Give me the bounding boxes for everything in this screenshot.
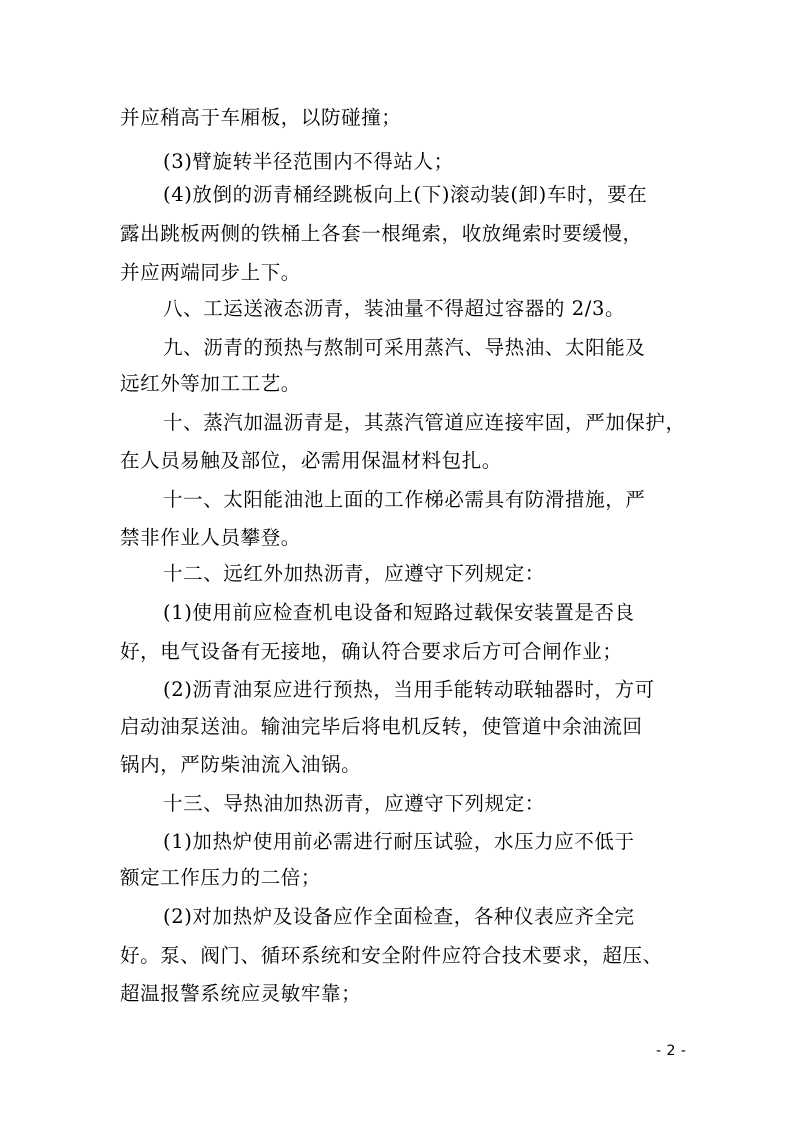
text-line-6: 八、工运送液态沥青，装油量不得超过容器的 2/3。 xyxy=(163,297,626,320)
text-line-7: 九、沥青的预热与熬制可采用蒸汽、导热油、太阳能及 xyxy=(163,336,646,359)
page-number: - 2 - xyxy=(656,1043,687,1059)
text-line-16: (2)沥青油泵应进行预热，当用手能转动联轴器时，方可 xyxy=(163,678,655,701)
text-line-22: (2)对加热炉及设备应作全面检查，各种仪表应齐全完 xyxy=(163,905,635,928)
text-line-21: 额定工作压力的二倍； xyxy=(120,866,322,889)
text-line-18: 锅内，严防柴油流入油锅。 xyxy=(120,753,362,776)
text-line-1: 并应稍高于车厢板，以防碰撞； xyxy=(120,106,402,129)
text-line-12: 禁非作业人员攀登。 xyxy=(120,526,301,549)
text-line-15: 好，电气设备有无接地，确认符合要求后方可合闸作业； xyxy=(120,640,623,663)
text-line-11: 十一、太阳能油池上面的工作梯必需具有防滑措施，严 xyxy=(163,488,646,511)
text-line-20: (1)加热炉使用前必需进行耐压试验，水压力应不低于 xyxy=(163,830,635,853)
text-line-5: 并应两端同步上下。 xyxy=(120,261,301,284)
text-line-9: 十、蒸汽加温沥青是，其蒸汽管道应连接牢固，严加保护， xyxy=(163,411,686,434)
text-line-24: 超温报警系统应灵敏牢靠； xyxy=(120,982,362,1005)
text-line-4: 露出跳板两侧的铁桶上各套一根绳索，收放绳索时要缓慢， xyxy=(120,222,643,245)
text-line-23: 好。泵、阀门、循环系统和安全附件应符合技术要求，超压、 xyxy=(120,944,663,967)
text-line-10: 在人员易触及部位，必需用保温材料包扎。 xyxy=(120,449,502,472)
text-line-8: 远红外等加工工艺。 xyxy=(120,372,301,395)
text-line-14: (1)使用前应检查机电设备和短路过载保安装置是否良 xyxy=(163,601,635,624)
text-line-3: (4)放倒的沥青桶经跳板向上(下)滚动装(卸)车时，要在 xyxy=(163,183,648,206)
text-line-2: (3)臂旋转半径范围内不得站人； xyxy=(163,150,454,173)
text-line-13: 十二、远红外加热沥青，应遵守下列规定： xyxy=(163,562,545,585)
text-line-17: 启动油泵送油。输油完毕后将电机反转，使管道中余油流回 xyxy=(120,715,643,738)
text-line-19: 十三、导热油加热沥青，应遵守下列规定： xyxy=(163,792,545,815)
